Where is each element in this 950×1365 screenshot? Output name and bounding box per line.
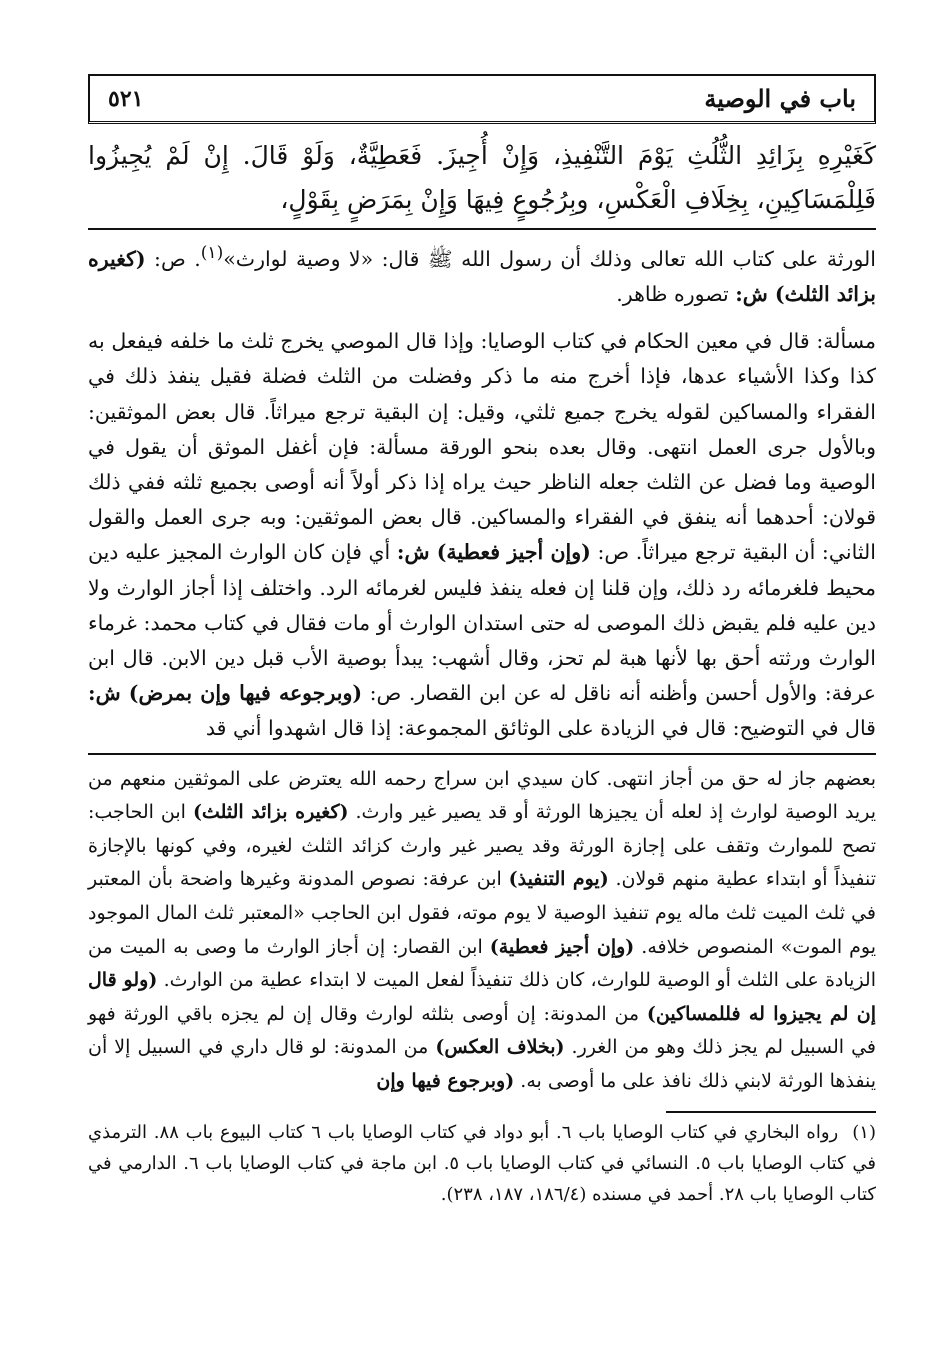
page-number: ٥٢١	[108, 85, 144, 112]
footnote-text: رواه البخاري في كتاب الوصايا باب ٦. أبو دواد في كتاب الوصايا باب ٦ كتاب البيوع باب ٨٨. الترمذي في كتاب الوصايا باب ٥. النسائي في كتاب الوصايا باب ٥. ابن ماجة في كتاب الوصايا باب ٦. الدارمي في كتاب الوصايا باب ٢٨. أحمد في مسنده (١٨٦/٤، ١٨٧، ٢٣٨).	[88, 1121, 876, 1205]
hashiya-text: من المدونة: لو قال داري في السبيل إلا أن ينفذها الورثة لابني ذلك نافذ على ما أوصى به.	[88, 1036, 876, 1093]
book-page	[88, 74, 876, 1210]
footnote	[88, 1117, 876, 1210]
footnotes	[88, 1117, 876, 1210]
footnote-number: (١)	[852, 1121, 876, 1143]
hashiya-text: ابن الحاجب: تصح للموارث وتقف على إجازة الورثة وقد يصير غير وارث كزائد الثلث لغيره، وفي كونها بالإجازة تنفيذاً أو ابتداء عطية منهم قولان.	[88, 801, 877, 891]
running-header	[88, 74, 876, 124]
sharh-text: مسألة: قال في معين الحكام في كتاب الوصايا: وإذا قال الموصي يخرج ثلث ما خلفه فيفعل به كذا وكذا الأشياء عدها، فإذا أخرج منه ما ذكر وفضلت من الثلث فضلة فقيل ينفذ ذلك في الفقراء والمساكين لقوله يخرج جميع ثلثي، وقيل: إن البقية ترجع ميراثاً. قال بعض الموثقين: وبالأول جرى العمل انتهى. وقال بعده بنحو الورقة مسألة: فإن أغفل الموثق أن يقول في الوصية وما فضل عن الثلث جعله الناظر حيث يراه إذا ذكر أولاً أنه أوصى بجميع ثلثه ففي ذلك قولان: أحدهما أنه ينفق في الفقراء والمساكين. قال بعض الموثقين: وبه جرى العمل والقول الثاني: أن البقية ترجع ميراثاً. ص:	[88, 329, 876, 565]
sharh-text: . ص:	[145, 246, 201, 271]
sharh-paragraph	[88, 236, 876, 312]
sharh-text: أي فإن كان الوارث المجيز عليه دين محيط فلغرمائه رد ذلك، وإن قلنا إن فعله ينفذ فليس لغرمائه الرد. واختلف إذا أجاز الوارث ولا دين عليه فلم يقبض ذلك الموصى له حتى استدان الوارث أو مات فقال في كتاب محمد: غرماء الوارث ورثته أحق بها لأنها هبة لم تحز، وقال أشهب: يبدأ بوصية الأب قبل دين الابن. قال ابن عرفة: والأول أحسن وأظنه أنه ناقل له عن ابن القصار. ص:	[88, 540, 876, 706]
hashiya-divider	[88, 753, 876, 755]
matn-divider	[88, 228, 876, 230]
matn-quote: (وإن أجيز فعطية)	[489, 935, 635, 958]
matn-quote: (ولو قال إن لم يجيزوا له فللمساكين)	[88, 969, 876, 1025]
hashiya-text: ابن القصار: إن أجاز الوارث ما وصى به الميت من الزيادة على الثلث أو الوصية للوارث، كان ذلك تنفيذاً لفعل الميت لا ابتداء عطية من الوارث.	[88, 935, 876, 992]
matn-quote: (وإن أجيز فعطية) ش:	[396, 540, 591, 565]
hashiya-text: بعضهم جاز له حق من أجاز انتهى. كان سيدي ابن سراج رحمه الله يعترض على الموثقين منعهم من يريد الوصية لوارث إذ لعله أن يجيزها الورثة أو قد يصير غير وارث.	[88, 767, 876, 824]
hashiya-gloss	[88, 763, 876, 1099]
chapter-title: باب في الوصية	[704, 84, 856, 113]
matn-quote: (يوم التنفيذ)	[508, 868, 609, 891]
sharh-commentary	[88, 236, 876, 747]
footnote-ref: (١)	[200, 243, 224, 263]
sharh-text: قال في التوضيح: قال في الزيادة على الوثائق المجموعة: إذا قال اشهدوا أني قد	[205, 716, 876, 741]
sharh-text: تصوره ظاهر.	[616, 282, 736, 307]
matn-quote: (كغيره بزائد الثلث)	[192, 801, 349, 824]
hashiya-text: ابن عرفة: نصوص المدونة وغيرها واضحة بأن المعتبر في ثلث الميت ثلث ماله يوم تنفيذ الوصية لا يوم موته، فقول ابن الحاجب «المعتبر ثلث المال الموجود يوم الموت» المنصوص خلافه.	[88, 868, 876, 958]
footnote-divider	[666, 1111, 876, 1113]
matn-quote: (بخلاف العكس)	[435, 1036, 565, 1059]
sharh-paragraph	[88, 324, 876, 746]
sharh-text: الورثة على كتاب الله تعالى وذلك أن رسول الله ﷺ قال: «لا وصية لوارث»	[223, 246, 876, 271]
matn-quote: (وبرجوعه فيها وإن بمرض) ش:	[88, 681, 363, 706]
matn-quote: (كغيره بزائد الثلث) ش:	[88, 246, 876, 307]
matn-text: كَغَيْرِهِ بِزَائِدِ الثُّلُثِ يَوْمَ التَّنْفِيذِ، وَإِنْ أُجِيزَ. فَعَطِيَّةٌ، وَلَوْ قَالَ. إِنْ لَمْ يُجِيزُوا فَلِلْمَسَاكِينِ، بِخِلَافِ الْعَكْسِ، وبِرُجُوعٍ فِيهَا وَإِنْ بِمَرَضٍ بِقَوْلٍ،	[88, 141, 876, 214]
matn-quote: (وبرجوع فيها وإن	[376, 1070, 515, 1093]
hashiya-text: من المدونة: إن أوصى بثلثه لوارث وقال إن لم يجزه باقي الورثة فهو في السبيل لم يجز ذلك وهو من الغرر.	[88, 1002, 876, 1059]
